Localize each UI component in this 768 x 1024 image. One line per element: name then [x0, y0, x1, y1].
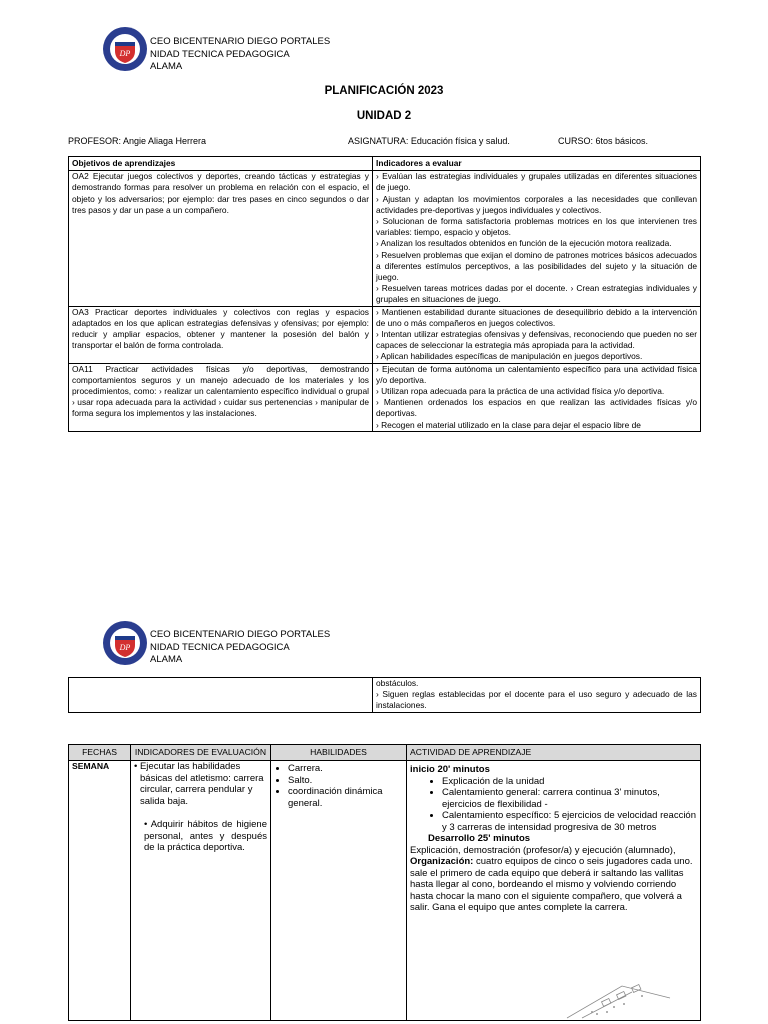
evaluation-indicators-cell — [131, 761, 271, 1021]
objectives-header-row — [69, 157, 701, 171]
skill-item: • Salto. — [288, 775, 403, 787]
skills-list — [274, 763, 403, 809]
relay-drawing — [562, 976, 672, 1020]
document-page-2 — [0, 600, 768, 1024]
indicator-item: › Aplican habilidades específicas de manipulación en juegos deportivos. — [376, 351, 643, 362]
objectives-table — [68, 156, 701, 432]
teacher-label: PROFESOR: Angie Aliaga Herrera — [68, 136, 207, 146]
indicator-item: › Evalúan las estrategias individuales y grupales utilizadas en diferentes situaciones de juego. — [376, 171, 697, 193]
evaluation-indicator: • Ejecutar las habilidades básicas del atletismo: carrera circular, carrera pendular y salida baja. — [134, 761, 264, 807]
dates-header: FECHAS — [69, 745, 131, 761]
objective-oa3: OA3 Practicar deportes individuales y colectivos con reglas y espacios adaptados en los que aplican estrategias defensivas y ofensivas; por ejemplo: reducir y ampliar espacios, obtener y mantener la posesión del balón y transportar el balón de forma controlada. — [69, 306, 373, 363]
school-header: CEO BICENTENARIO DIEGO PORTALES NIDAD TECNICA PEDAGOGICA ALAMA — [150, 36, 331, 72]
indicator-item: › Intentan utilizar estrategias ofensivas y defensivas, reconociendo que pueden no ser capaces de seleccionar la estrategia más apropiada para la actividad. — [376, 329, 697, 351]
skills-header: HABILIDADES — [271, 745, 407, 761]
school-header: CEO BICENTENARIO DIEGO PORTALES NIDAD TECNICA PEDAGOGICA ALAMA — [150, 629, 331, 665]
learning-activity-header: ACTIVIDAD DE APRENDIZAJE — [407, 745, 701, 761]
development-text: Explicación, demostración (profesor/a) y ejecución (alumnado), — [410, 844, 676, 856]
indicator-item: › Mantienen estabilidad durante situaciones de desequilibrio debido a la intervención de uno o más compañeros en juegos colectivos. — [376, 306, 697, 328]
start-phase-title: inicio 20' minutos — [410, 764, 490, 775]
indicator-item: › Resuelven tareas motrices dadas por el docente. › Crean estrategias individuales y grupales en situaciones de juego. — [376, 283, 697, 305]
svg-text:DP: DP — [119, 49, 131, 58]
indicator-item: › Solucionan de forma satisfactoria problemas motrices en los que intervienen tres variables: tiempo, espacio y objetos. — [376, 216, 697, 238]
school-logo — [102, 26, 148, 72]
table-row — [69, 306, 701, 363]
evaluation-indicator: • Adquirir hábitos de higiene personal, antes y después de la práctica deportiva. — [144, 819, 267, 853]
skill-item: • coordinación dinámica general. — [288, 786, 403, 809]
document-title: PLANIFICACIÓN 2023 — [324, 85, 444, 97]
week-cell: SEMANA — [69, 761, 131, 1021]
indicator-item: › Resuelven problemas que exijan el domino de patrones motrices básicos adecuados a diferentes estímulos perceptivos, a las posibilidades del sujeto y la situación de juego. — [376, 249, 697, 283]
indicators-oa3 — [373, 306, 701, 363]
indicator-item: › Ajustan y adaptan los movimientos corporales a las necesidades que conllevan actividades pre-deportivas y juegos individuales y colectivos. — [376, 193, 697, 215]
table-row — [69, 678, 701, 713]
plan-row — [69, 761, 701, 1021]
development-phase-title: Desarrollo 25' minutos — [428, 833, 531, 844]
objective-oa2: OA2 Ejecutar juegos colectivos y deportes, creando tácticas y estrategias y demostrando formas para resolver un problema en relación con el espacio, el objeto y los adversarios; por ejemplo: dar tres pases en cinco segundos o dar tres pasos y dar un pase a un compañero. — [69, 171, 373, 306]
activity-item: • Explicación de la unidad — [442, 776, 697, 788]
indicators-header: Indicadores a evaluar — [373, 157, 701, 171]
course-label: CURSO: 6tos básicos. — [558, 136, 649, 146]
indicator-item: › Recogen el material utilizado en la clase para dejar el espacio libre de — [376, 419, 641, 430]
lesson-plan-table — [68, 744, 701, 1021]
evaluation-indicators-header: INDICADORES DE EVALUACIÓN — [131, 745, 271, 761]
continuation-table — [68, 677, 701, 713]
skills-cell — [271, 761, 407, 1021]
indicators-oa2 — [373, 171, 701, 306]
organization-text: Organización: cuatro equipos de cinco o seis jugadores cada uno. — [410, 856, 693, 867]
school-logo — [102, 620, 148, 666]
learning-activity-cell — [407, 761, 701, 1021]
table-row — [69, 363, 701, 431]
svg-text:DP: DP — [119, 643, 131, 652]
start-phase-list — [410, 776, 697, 834]
activity-item: • Calentamiento específico: 5 ejercicios de velocidad reacción y 3 carreras de intensidad progresiva de 30 metros — [442, 810, 697, 833]
indicator-item: › Analizan los resultados obtenidos en función de la ejecución motora realizada. — [376, 238, 672, 249]
indicator-item: › Ejecutan de forma autónoma un calentamiento específico para una actividad física y/o deportiva. — [376, 363, 697, 385]
relay-description: sale el primero de cada equipo que deberá ir saltando las vallitas hasta llegar al cono, bordeando el mismo y volviendo corriendo hasta chocar la mano con el siguiente compañero, que volverá a salir. Gana el equipo que antes complete la carrera. — [410, 867, 684, 913]
indicator-item: › Utilizan ropa adecuada para la práctica de una actividad física y/o deportiva. — [376, 386, 665, 397]
indicator-item: obstáculos. — [376, 678, 419, 688]
empty-cell — [69, 678, 373, 713]
skill-item: • Carrera. — [288, 763, 403, 775]
table-row — [69, 171, 701, 306]
activity-item: • Calentamiento general: carrera continua 3' minutos, ejercicios de flexibilidad - — [442, 787, 697, 810]
subject-label: ASIGNATURA: Educación física y salud. — [348, 136, 510, 146]
indicator-item: › Mantienen ordenados los espacios en que realizan las actividades físicas y/o deportivas. — [376, 397, 697, 419]
indicator-item: › Siguen reglas establecidas por el docente para el uso seguro y adecuado de las instalaciones. — [376, 689, 697, 711]
indicators-continued — [373, 678, 701, 713]
plan-header-row — [69, 745, 701, 761]
objective-oa11: OA11 Practicar actividades físicas y/o deportivas, demostrando comportamientos seguros y un manejo adecuado de los materiales y los procedimientos, como: › realizar un calentamiento específico individual o grupal › usar ropa adecuada para la actividad › cuidar sus pertenencias › manipular de forma segura los implementos y las instalaciones. — [69, 363, 373, 431]
objectives-header: Objetivos de aprendizajes — [69, 157, 373, 171]
indicators-oa11 — [373, 363, 701, 431]
unit-title: UNIDAD 2 — [356, 110, 412, 122]
